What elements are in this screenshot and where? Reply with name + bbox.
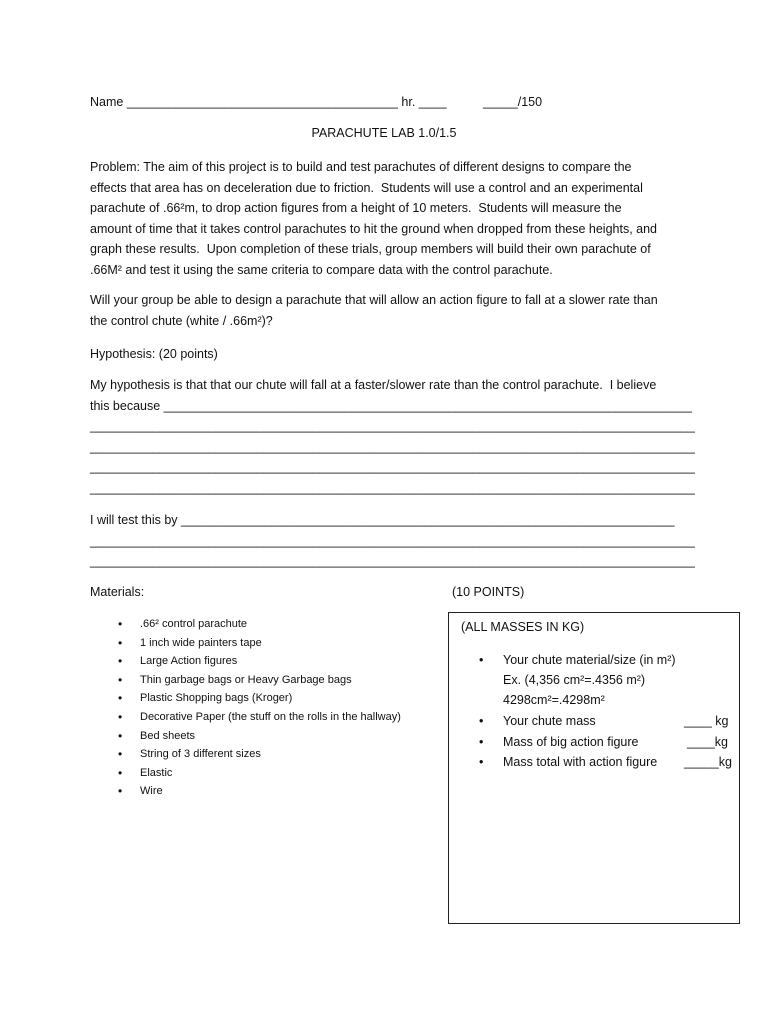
question-paragraph [90,290,690,331]
total-mass-label: • Mass total with action figure [479,755,657,769]
score-line: _____/150 [483,95,543,109]
figure-mass-blank[interactable]: ____kg [687,735,729,749]
question-line: Will your group be able to design a parachute that will allow an action figure to fall at a slower rate than [90,293,658,307]
list-item: • Plastic Shopping bags (Kroger) [118,689,401,708]
hypothesis-answer-line[interactable]: this because ____________________________________________________________________________ [90,398,693,413]
hypothesis-answer-line[interactable]: _______________________________________________________________________________________ [90,460,695,474]
list-item: • Bed sheets [118,727,401,746]
hypothesis-answer-line[interactable]: _______________________________________________________________________________________ [90,419,695,433]
materials-list [118,615,401,801]
list-item: • String of 3 different sizes [118,745,401,764]
test-answer-line[interactable]: _______________________________________________________________________________________ [90,554,695,568]
list-item: • Decorative Paper (the stuff on the rolls in the hallway) [118,708,401,727]
hypothesis-answer-line[interactable]: _______________________________________________________________________________________ [90,480,695,495]
example-line: 4298cm²=.4298m² [503,693,605,707]
test-section [90,510,695,572]
materials-points: (10 POINTS) [452,585,525,599]
page-title: PARACHUTE LAB 1.0/1.5 [311,126,457,140]
list-item: • Thin garbage bags or Heavy Garbage bags [118,671,401,690]
hypothesis-section [90,375,695,498]
chute-mass-blank[interactable]: ____ kg [684,714,729,728]
problem-line: effects that area has on deceleration due to friction. Students will use a control and an experimental [90,180,643,195]
problem-line: amount of time that it takes control parachutes to hit the ground when dropped from these heights, and [90,221,658,236]
list-item: • Large Action figures [118,652,401,671]
problem-line: Problem: The aim of this project is to build and test parachutes of different designs to compare the [90,160,632,174]
list-item: • .66² control parachute [118,615,401,634]
chute-material-label: • Your chute material/size (in m²) [479,653,676,667]
figure-mass-label: • Mass of big action figure [479,735,639,749]
example-line: Ex. (4,356 cm²=.4356 m²) [503,673,646,687]
name-hour-line: Name _______________________________________ hr. ____ [90,95,447,109]
list-item: • Elastic [118,764,401,783]
chute-mass-label: • Your chute mass [479,714,596,728]
problem-line: graph these results. Upon completion of these trials, group members will build their own parachute of [90,242,651,256]
list-item: • 1 inch wide painters tape [118,634,401,653]
test-answer-line[interactable]: _______________________________________________________________________________________ [90,533,695,548]
materials-heading: Materials: [90,585,145,599]
list-item: • Wire [118,782,401,801]
problem-line: parachute of .66²m, to drop action figures from a height of 10 meters. Students will measure the [90,201,622,215]
hypothesis-answer-line[interactable]: _______________________________________________________________________________________ [90,439,695,454]
total-mass-blank[interactable]: _____kg [684,755,732,769]
problem-line: .66M² and test it using the same criteria to compare data with the control parachute. [90,262,553,277]
problem-paragraph [90,157,690,280]
hypothesis-line: My hypothesis is that that our chute will fall at a faster/slower rate than the control parachute. I believe [90,378,657,392]
mass-box-title: (ALL MASSES IN KG) [461,620,585,634]
mass-box [448,612,740,924]
hypothesis-heading: Hypothesis: (20 points) [90,347,218,361]
question-line: the control chute (white / .66m²)? [90,313,273,328]
test-answer-line[interactable]: I will test this by _______________________________________________________________________ [90,513,675,527]
